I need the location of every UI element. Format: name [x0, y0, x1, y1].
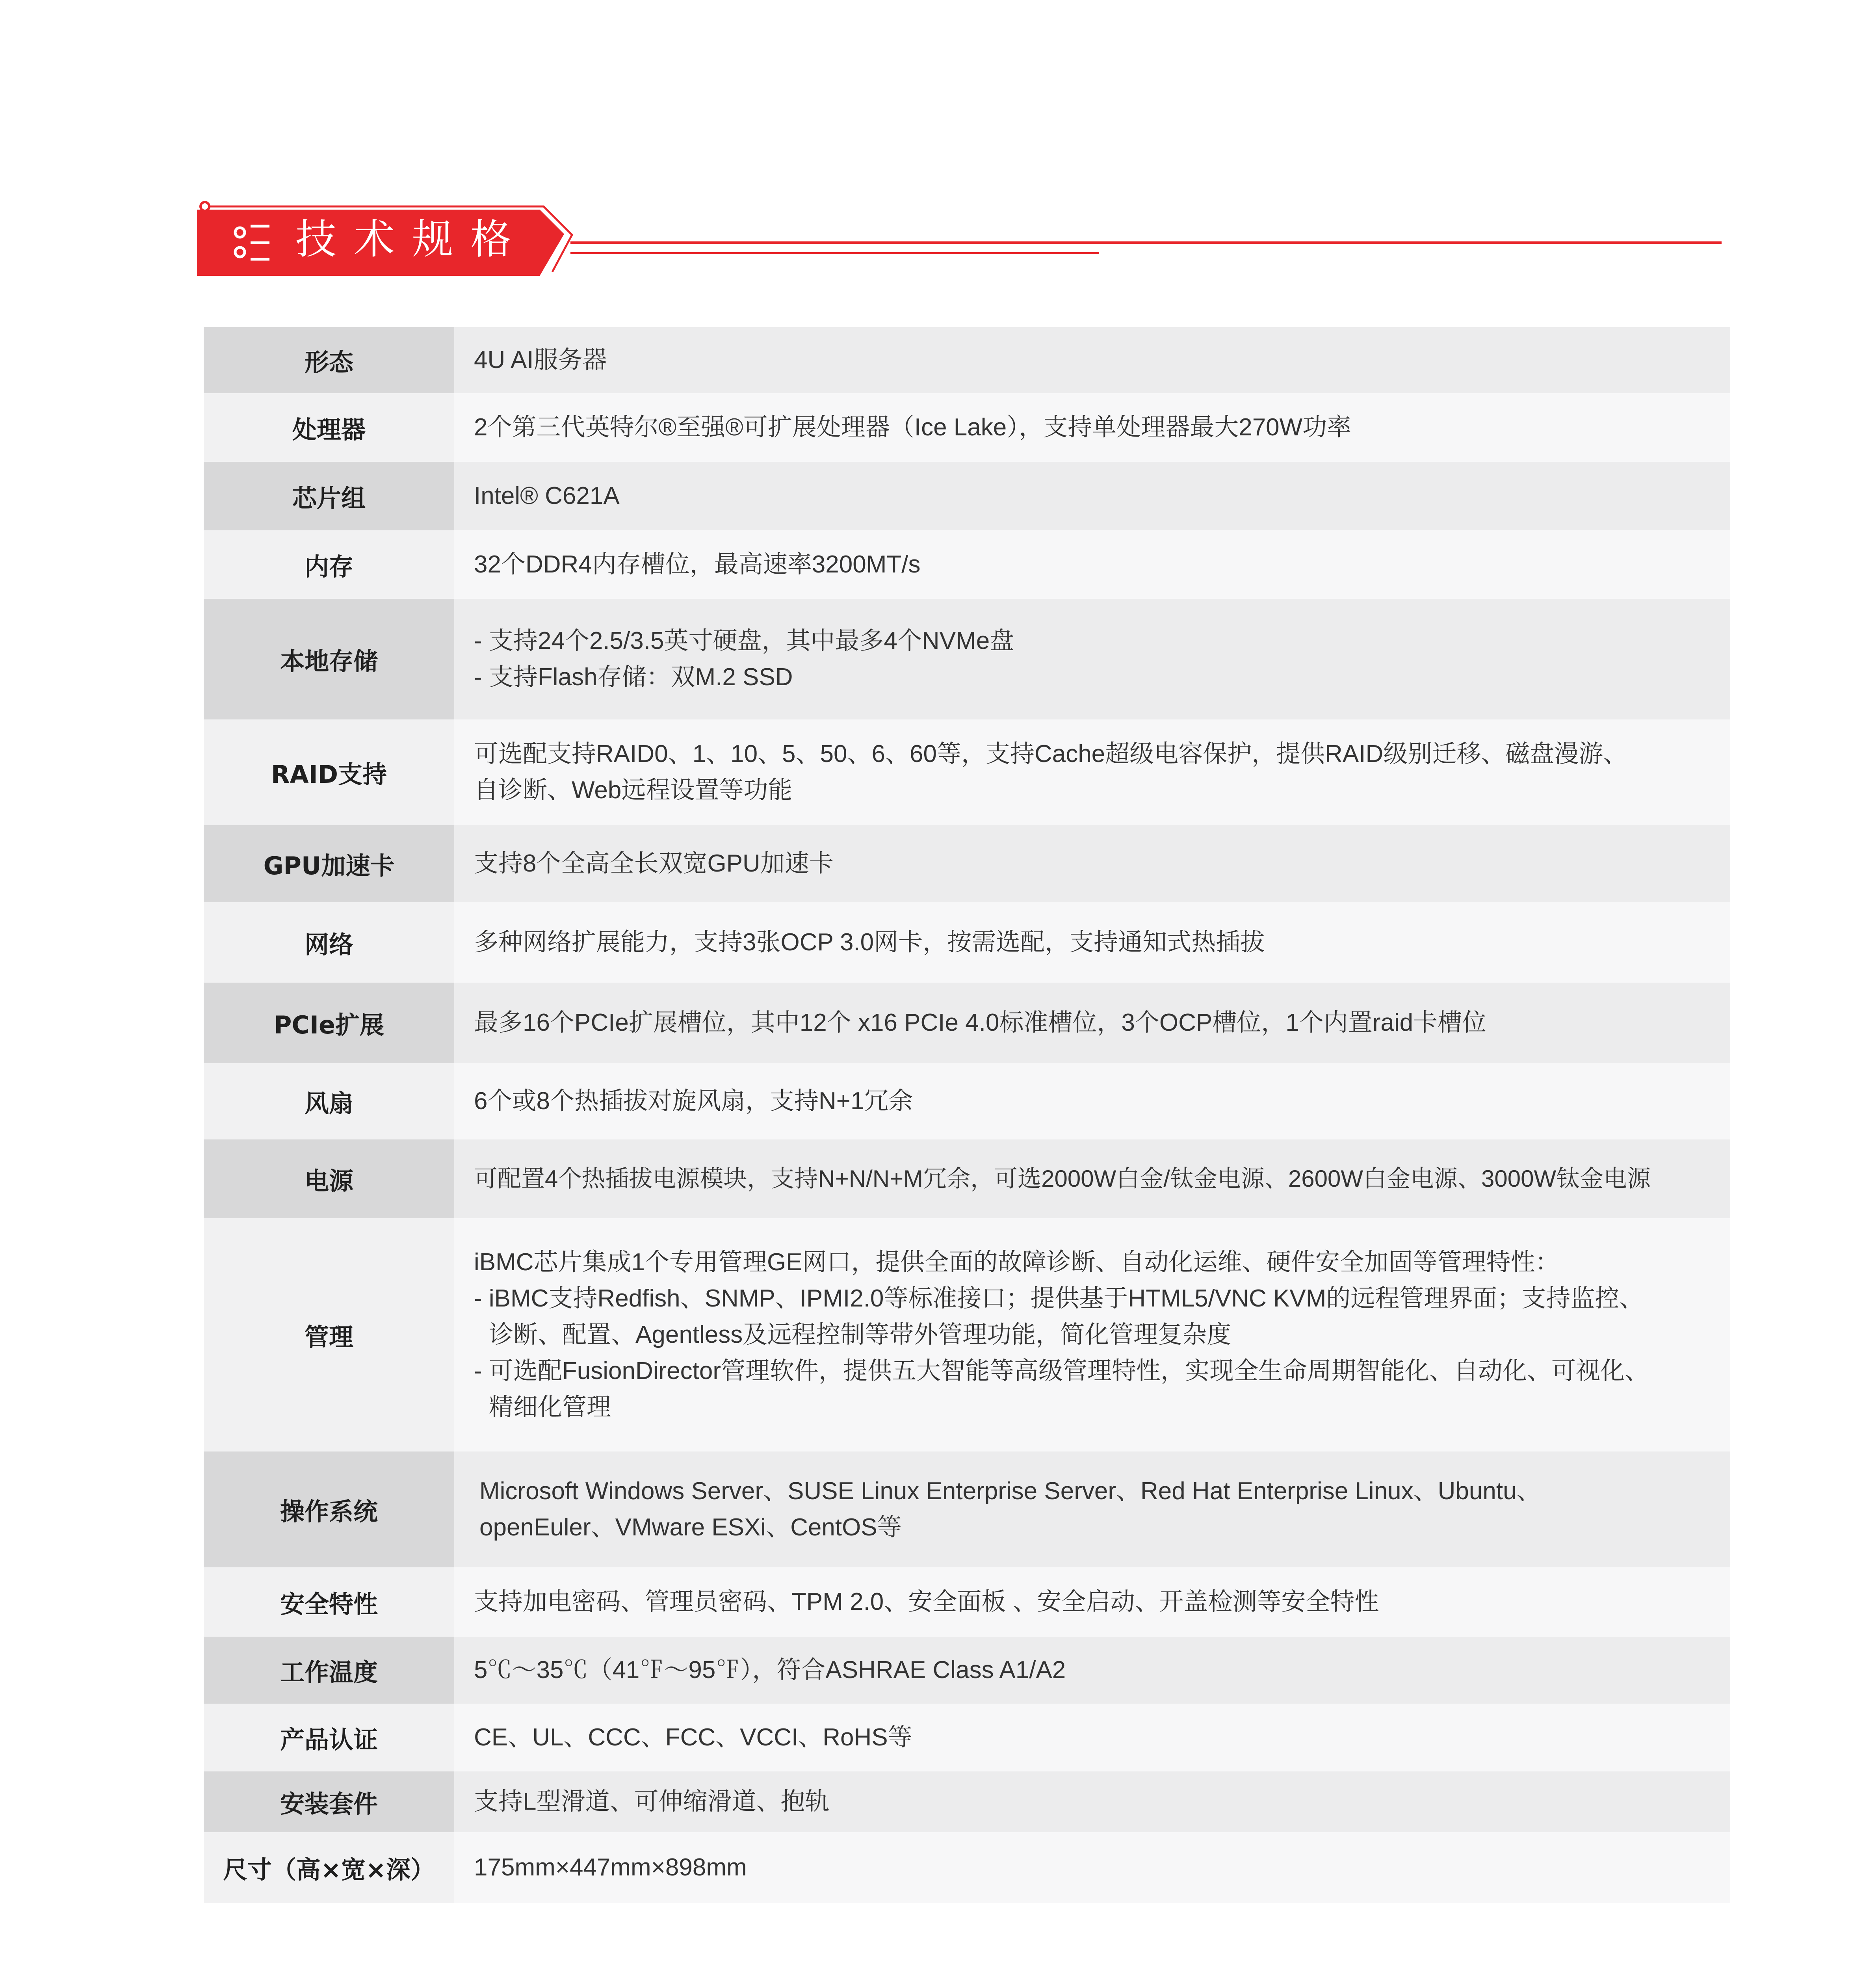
- spec-label: 工作温度: [204, 1637, 454, 1704]
- spec-label: 安装套件: [204, 1771, 454, 1832]
- spec-value-line: CE、UL、CCC、FCC、VCCI、RoHS等: [474, 1724, 912, 1751]
- spec-label: GPU加速卡: [204, 825, 454, 902]
- spec-row-management: [204, 1218, 1730, 1451]
- spec-label: 操作系统: [204, 1451, 454, 1567]
- list-icon: [233, 221, 271, 265]
- spec-value-line: - 支持Flash存储：双M.2 SSD: [474, 663, 793, 691]
- spec-label: 本地存储: [204, 599, 454, 719]
- spec-value: [454, 1063, 1730, 1139]
- spec-label: 网络: [204, 902, 454, 983]
- spec-value: [454, 1704, 1730, 1771]
- spec-value: [454, 902, 1730, 983]
- spec-value-line: 2个第三代英特尔®至强®可扩展处理器（Ice Lake），支持单处理器最大270W功率: [474, 414, 1352, 441]
- spec-row-storage: [204, 599, 1730, 719]
- spec-value-line: 32个DDR4内存槽位，最高速率3200MT/s: [474, 551, 921, 578]
- spec-value-line: 175mm×447mm×898mm: [474, 1854, 747, 1881]
- spec-row-memory: [204, 530, 1730, 599]
- spec-value: [454, 1218, 1730, 1451]
- spec-row-gpu: [204, 825, 1730, 902]
- section-header: [197, 197, 1733, 284]
- spec-value-line: 最多16个PCIe扩展槽位，其中12个 x16 PCIe 4.0标准槽位，3个OCP槽位，1个内置raid卡槽位: [474, 1009, 1487, 1036]
- spec-value-line: Microsoft Windows Server、SUSE Linux Enterprise Server、Red Hat Enterprise Linux、Ubuntu、: [479, 1478, 1541, 1505]
- spec-row-chipset: [204, 462, 1730, 530]
- spec-value: [454, 719, 1730, 825]
- spec-value: [454, 530, 1730, 599]
- spec-label: RAID支持: [204, 719, 454, 825]
- spec-label: 处理器: [204, 393, 454, 462]
- spec-value: [454, 1567, 1730, 1637]
- spec-row-network: [204, 902, 1730, 983]
- spec-label: PCIe扩展: [204, 983, 454, 1063]
- spec-label: 管理: [204, 1218, 454, 1451]
- spec-row-temperature: [204, 1637, 1730, 1704]
- spec-value: [454, 327, 1730, 393]
- spec-value-line: 多种网络扩展能力，支持3张OCP 3.0网卡，按需选配，支持通知式热插拔: [474, 929, 1265, 956]
- spec-row-security: [204, 1567, 1730, 1637]
- spec-value-line: 可配置4个热插拔电源模块，支持N+N/N+M冗余，可选2000W白金/钛金电源、2600W白金电源、3000W钛金电源: [474, 1165, 1651, 1192]
- spec-value-line: 精细化管理: [489, 1394, 611, 1421]
- spec-row-form-factor: [204, 327, 1730, 393]
- spec-value-line: 诊断、配置、Agentless及远程控制等带外管理功能，简化管理复杂度: [489, 1321, 1231, 1348]
- spec-row-processor: [204, 393, 1730, 462]
- spec-value-line: 可选配支持RAID0、1、10、5、50、6、60等，支持Cache超级电容保护，提供RAID级别迁移、磁盘漫游、: [474, 740, 1628, 768]
- spec-value: [454, 393, 1730, 462]
- spec-label: 内存: [204, 530, 454, 599]
- section-title: 技术规格: [295, 215, 529, 263]
- spec-value-line: 4U AI服务器: [474, 346, 607, 374]
- spec-label: 电源: [204, 1139, 454, 1218]
- spec-value-line: Intel® C621A: [474, 482, 620, 509]
- spec-row-certification: [204, 1704, 1730, 1771]
- spec-value: [454, 1832, 1730, 1903]
- spec-value: [454, 1139, 1730, 1218]
- spec-label: 产品认证: [204, 1704, 454, 1771]
- spec-value-line: 支持加电密码、管理员密码、TPM 2.0、安全面板 、安全启动、开盖检测等安全特性: [474, 1588, 1379, 1615]
- spec-label: 尺寸（高×宽×深）: [204, 1832, 454, 1903]
- spec-value: [454, 599, 1730, 719]
- spec-table: [204, 327, 1730, 1903]
- spec-row-power: [204, 1139, 1730, 1218]
- spec-row-pcie: [204, 983, 1730, 1063]
- spec-row-raid: [204, 719, 1730, 825]
- spec-value-line: - 可选配FusionDirector管理软件，提供五大智能等高级管理特性，实现全生命周期智能化、自动化、可视化、: [474, 1357, 1649, 1385]
- spec-value: [454, 825, 1730, 902]
- spec-value-line: 5℃～35℃（41℉～95℉），符合ASHRAE Class A1/A2: [474, 1656, 1066, 1684]
- spec-value-line: - 支持24个2.5/3.5英寸硬盘，其中最多4个NVMe盘: [474, 627, 1014, 654]
- spec-label: 形态: [204, 327, 454, 393]
- mountain-background: [0, 1950, 1876, 1970]
- spec-value-line: 6个或8个热插拔对旋风扇，支持N+1冗余: [474, 1087, 913, 1115]
- spec-value-line: 自诊断、Web远程设置等功能: [474, 777, 793, 804]
- spec-row-fan: [204, 1063, 1730, 1139]
- spec-value-line: - iBMC支持Redfish、SNMP、IPMI2.0等标准接口；提供基于HTML5/VNC KVM的远程管理界面；支持监控、: [474, 1285, 1644, 1312]
- spec-value-line: iBMC芯片集成1个专用管理GE网口，提供全面的故障诊断、自动化运维、硬件安全加固等管理特性：: [474, 1249, 1560, 1276]
- spec-row-os: [204, 1451, 1730, 1567]
- spec-label: 安全特性: [204, 1567, 454, 1637]
- spec-label: 芯片组: [204, 462, 454, 530]
- spec-value: [454, 1771, 1730, 1832]
- spec-row-mounting-kit: [204, 1771, 1730, 1832]
- spec-value: [454, 462, 1730, 530]
- spec-value-line: openEuler、VMware ESXi、CentOS等: [479, 1514, 902, 1541]
- spec-value: [454, 1451, 1730, 1567]
- spec-value: [454, 983, 1730, 1063]
- spec-row-dimensions: [204, 1832, 1730, 1903]
- spec-label: 风扇: [204, 1063, 454, 1139]
- spec-value-line: 支持8个全高全长双宽GPU加速卡: [474, 850, 834, 877]
- spec-value-line: 支持L型滑道、可伸缩滑道、抱轨: [474, 1788, 830, 1815]
- spec-value: [454, 1637, 1730, 1704]
